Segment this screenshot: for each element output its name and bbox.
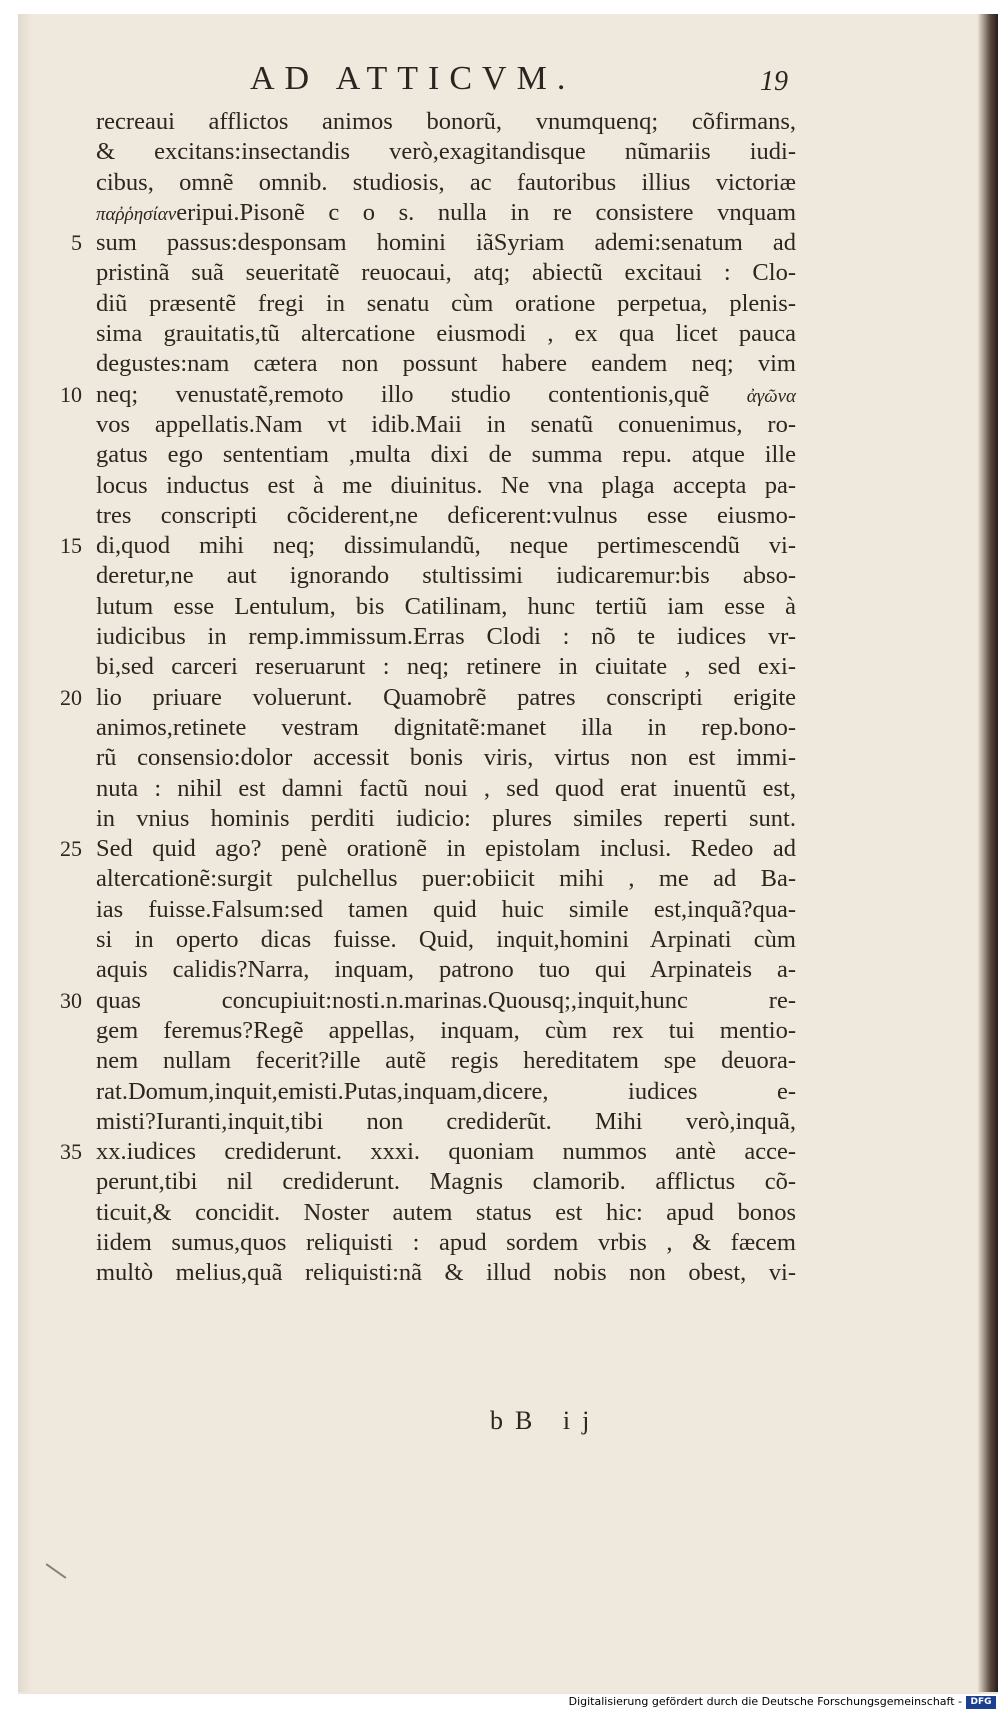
text-line: [96, 804, 796, 834]
text-line: [60, 986, 796, 1016]
text-line: [71, 228, 796, 258]
text-line: [96, 1167, 796, 1197]
text-line: [96, 349, 796, 379]
line-text: degustes:nam cætera non possunt habere eandem neq; vim: [96, 350, 796, 378]
line-text: recreaui afflictos animos bonorũ, vnumquenq; cõfirmans,: [96, 108, 796, 135]
line-text: si in operto dicas fuisse. Quid, inquit,homini Arpinati cùm: [96, 926, 796, 954]
funding-note: Digitalisierung gefördert durch die Deutsche Forschungsgemeinschaft -: [568, 1695, 962, 1708]
line-number: 30: [60, 987, 82, 1013]
text-line: [96, 895, 796, 925]
line-number: 25: [60, 836, 82, 862]
signature-mark: bB ij: [490, 1406, 602, 1435]
text-line: [60, 1137, 796, 1167]
text-line: [96, 198, 796, 228]
line-text: aquis calidis?Narra, inquam, patrono tuo qui Arpinateis a-: [96, 956, 796, 984]
text-line: [96, 1046, 796, 1076]
line-text: rat.Domum,inquit,emisti.Putas,inquam,dicere, iudices e-: [96, 1077, 796, 1105]
line-text: neq; venustatẽ,remoto illo studio contentionis,quẽ: [96, 380, 710, 408]
line-text: cibus, omnẽ omnib. studiosis, ac fautoribus illius victoriæ: [96, 168, 796, 196]
line-text: nem nullam fecerit?ille autẽ regis hereditatem spe deuora-: [96, 1047, 796, 1075]
line-text: rũ consensio:dolor accessit bonis viris, virtus non est immi-: [96, 744, 796, 772]
page-binding-edge: [978, 14, 998, 1704]
running-title: AD ATTICVM.: [250, 60, 576, 97]
line-text: eripui.Pisonẽ c o s. nulla in re consistere vnquam: [176, 198, 796, 226]
greek-word: ἀγῶνα: [746, 385, 797, 407]
text-line: [96, 289, 796, 319]
line-text: deretur,ne aut ignorando stultissimi iudicaremur:bis abso-: [96, 562, 796, 590]
line-text: & excitans:insectandis verò,exagitandisque nũmariis iudi-: [96, 138, 796, 166]
text-line: [96, 168, 796, 198]
line-text: quas concupiuit:nosti.n.marinas.Quousq;,inquit,hunc re-: [96, 986, 796, 1014]
text-line: [96, 258, 796, 288]
footer: [0, 1694, 1000, 1713]
page-number: 19: [760, 66, 788, 97]
text-line: [96, 440, 796, 470]
line-text: locus inductus est à me diuinitus. Ne vna plaga accepta pa-: [96, 471, 796, 499]
page-header: [0, 50, 1000, 100]
text-line: [96, 1107, 796, 1137]
text-line: [96, 743, 796, 773]
text-line: [96, 1016, 796, 1046]
line-text: Sed quid ago? penè orationẽ in epistolam inclusi. Redeo ad: [96, 835, 796, 863]
text-line: [96, 319, 796, 349]
line-text: pristinã suã seueritatẽ reuocaui, atq; abiectũ excitaui : Clo-: [96, 259, 796, 287]
greek-word: παῤῥησίαν: [96, 203, 177, 225]
text-line: [96, 864, 796, 894]
line-text: multò melius,quã reliquisti:nã & illud nobis non obest, vi-: [96, 1259, 796, 1287]
text-line: [60, 380, 797, 410]
line-text: lutum esse Lentulum, bis Catilinam, hunc tertiũ iam esse à: [96, 592, 796, 620]
line-number: 35: [60, 1139, 82, 1165]
line-text: di,quod mihi neq; dissimulandũ, neque pertimescendũ vi-: [96, 532, 796, 560]
text-line: [96, 137, 796, 167]
text-line: [96, 561, 796, 591]
line-text: iudicibus in remp.immissum.Erras Clodi : nõ te iudices vr-: [96, 623, 796, 651]
line-text: gatus ego sententiam ,multa dixi de summa repu. atque ille: [96, 441, 796, 469]
line-text: in vnius hominis perditi iudicio: plures similes reperti sunt.: [96, 804, 796, 832]
line-text: misti?Iuranti,inquit,tibi non crediderũt. Mihi verò,inquã,: [96, 1107, 796, 1135]
text-line: [96, 410, 796, 440]
text-line: [96, 501, 796, 531]
text-line: [60, 683, 796, 713]
text-line: [96, 774, 796, 804]
text-line: [96, 471, 796, 501]
line-text: tres conscripti cõciderent,ne deficerent:vulnus esse eiusmo-: [96, 501, 796, 529]
page-left-edge: [18, 14, 32, 1704]
line-text: nuta : nihil est damni factũ noui , sed quod erat inuentũ est,: [96, 774, 796, 802]
line-text: iidem sumus,quos reliquisti : apud sordem vrbis , & fæcem: [96, 1228, 796, 1256]
text-line: [96, 1228, 796, 1258]
line-text: bi,sed carceri reseruarunt : neq; retinere in ciuitate , sed exi-: [96, 653, 796, 681]
line-text: ias fuisse.Falsum:sed tamen quid huic simile est,inquã?qua-: [96, 895, 796, 923]
line-text: gem feremus?Regẽ appellas, inquam, cùm rex tui mentio-: [96, 1016, 796, 1044]
line-text: perunt,tibi nil crediderunt. Magnis clamorib. afflictus cõ-: [96, 1168, 796, 1196]
line-text: xx.iudices crediderunt. xxxi. quoniam nummos antè acce-: [96, 1138, 796, 1166]
text-line: [96, 1198, 796, 1228]
text-line: [96, 652, 796, 682]
line-number: 5: [71, 230, 82, 256]
text-line: [96, 925, 796, 955]
line-text: ticuit,& concidit. Noster autem status est hic: apud bonos: [96, 1198, 796, 1226]
line-text: lio priuare voluerunt. Quamobrẽ patres conscripti erigite: [96, 683, 796, 711]
line-text: sima grauitatis,tũ altercatione eiusmodi , ex qua licet pauca: [96, 320, 796, 348]
text-line: [96, 622, 796, 652]
text-line: [96, 1077, 796, 1107]
text-line: [96, 1258, 796, 1288]
line-text: sum passus:desponsam homini iãSyriam ademi:senatum ad: [96, 229, 796, 257]
line-number: 10: [60, 381, 82, 407]
main-text: [60, 107, 797, 1289]
text-line: [96, 592, 796, 622]
line-text: altercationẽ:surgit pulchellus puer:obiicit mihi , me ad Ba-: [96, 865, 796, 893]
line-number: 20: [60, 684, 82, 710]
text-line: [96, 107, 796, 137]
dfg-logo: DFG: [966, 1696, 996, 1709]
text-line: [60, 531, 796, 561]
line-text: diũ præsentẽ fregi in senatu cùm oratione perpetua, plenis-: [96, 289, 796, 317]
text-line: [60, 834, 796, 864]
line-number: 15: [60, 533, 82, 559]
text-line: [96, 713, 796, 743]
line-text: animos,retinete vestram dignitatẽ:manet illa in rep.bono-: [96, 713, 796, 741]
line-text: vos appellatis.Nam vt idib.Maii in senatũ conuenimus, ro-: [96, 410, 796, 438]
text-line: [96, 955, 796, 985]
